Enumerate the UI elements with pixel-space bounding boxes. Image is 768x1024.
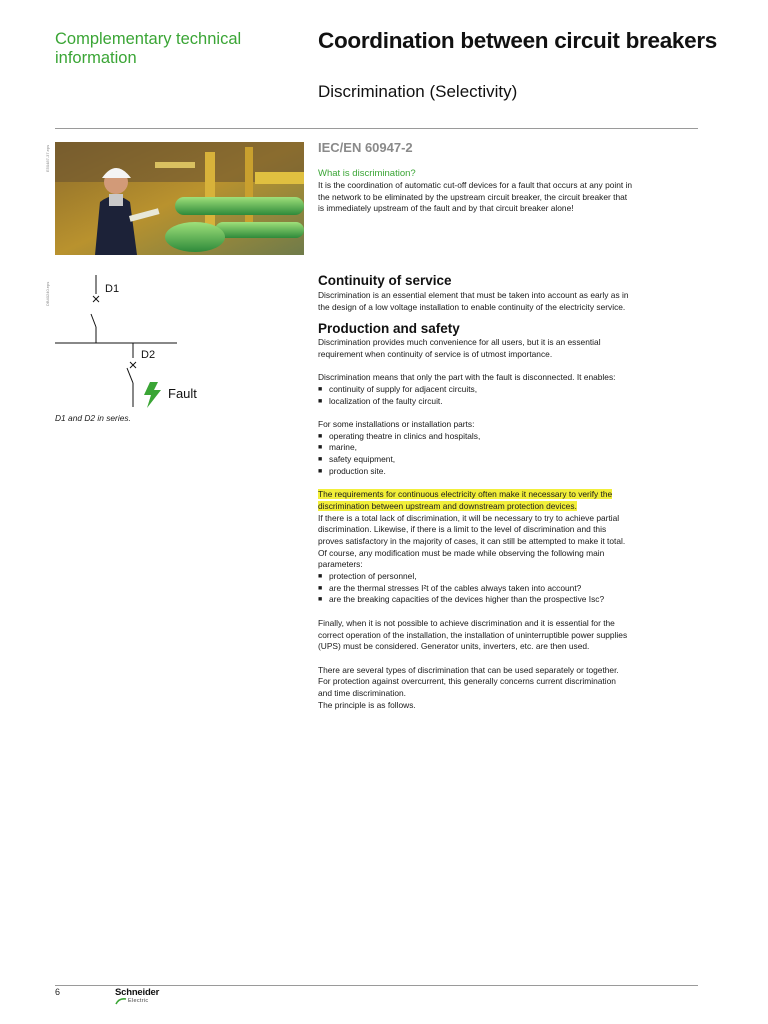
standard-heading: IEC/EN 60947-2 bbox=[318, 140, 413, 155]
question-heading: What is discrimination? bbox=[318, 168, 416, 179]
production-body bbox=[318, 337, 703, 711]
list-item: ■ production site. bbox=[318, 465, 386, 476]
footer-divider bbox=[55, 985, 698, 986]
text-line: correct operation of the installation, the installation of uninterruptible power supplies bbox=[318, 629, 628, 640]
intro-paragraph bbox=[318, 180, 703, 215]
text-line: (UPS) must be considered. Generator units, inverters, etc. are then used. bbox=[318, 641, 590, 652]
engineer-photo bbox=[55, 142, 304, 255]
list-item: ■ safety equipment, bbox=[318, 454, 396, 464]
text-line: and time discrimination. bbox=[318, 688, 406, 699]
diagram-svg bbox=[55, 270, 255, 415]
text-line: Discrimination provides much convenience for all users, but it is an essential bbox=[318, 337, 601, 347]
text-line: requirement when continuity of service is of utmost importance. bbox=[318, 348, 553, 359]
fault-label: Fault bbox=[168, 386, 197, 401]
schneider-logo bbox=[115, 988, 175, 1006]
continuity-paragraph bbox=[318, 290, 703, 313]
list-item: ■ continuity of supply for adjacent circuits, bbox=[318, 383, 478, 394]
text-line: the network to be eliminated by the upstream circuit breaker, the circuit breaker that bbox=[318, 191, 628, 202]
d2-label: D2 bbox=[141, 349, 156, 361]
series-diagram bbox=[55, 270, 255, 415]
text-line: Finally, when it is not possible to achieve discrimination and it is essential for the bbox=[318, 617, 615, 628]
list-item: ■ are the breaking capacities of the devices higher than the prospective Isc? bbox=[318, 594, 605, 605]
list-item: ■ operating theatre in clinics and hospitals, bbox=[318, 430, 481, 441]
list-item: ■ marine, bbox=[318, 442, 357, 453]
logo-sub: Electric bbox=[128, 998, 149, 1004]
text-line: It is the coordination of automatic cut-off devices for a fault that occurs at any point in bbox=[318, 180, 633, 190]
continuity-heading: Continuity of service bbox=[318, 273, 452, 288]
diagram-code: DB40240.eps bbox=[45, 281, 50, 306]
photo-code: E50487-37.eps bbox=[45, 144, 50, 172]
page-number: 6 bbox=[55, 987, 61, 997]
d1-label: D1 bbox=[105, 283, 120, 295]
list-item: ■ localization of the faulty circuit. bbox=[318, 395, 443, 406]
text-line: For protection against overcurrent, this generally concerns current discrimination bbox=[318, 676, 616, 687]
list-item: ■ protection of personnel, bbox=[318, 571, 417, 582]
production-heading: Production and safety bbox=[318, 321, 460, 336]
text-line: discrimination. Likewise, if there is a limit to the level of discrimination and this bbox=[318, 524, 607, 535]
text-line: the design of a low voltage installation to enable continuity of the electricity service. bbox=[318, 301, 626, 312]
text-line: Discrimination means that only the part with the fault is disconnected. It enables: bbox=[318, 372, 616, 383]
logo-mark-icon bbox=[115, 998, 127, 1005]
text-line: proves satisfactory in the majority of cases, it can still be attempted to make it total. bbox=[318, 535, 626, 546]
page-subtitle: Discrimination (Selectivity) bbox=[318, 82, 518, 101]
text-line: The principle is as follows. bbox=[318, 699, 416, 710]
highlighted-text: The requirements for continuous electricity often make it necessary to verify the bbox=[318, 489, 613, 500]
text-line: For some installations or installation parts: bbox=[318, 418, 475, 429]
text-line: Of course, any modification must be made while observing the following main bbox=[318, 547, 605, 558]
list-item: ■ are the thermal stresses I²t of the cables always taken into account? bbox=[318, 582, 582, 593]
text-line: There are several types of discrimination that can be used separately or together. bbox=[318, 664, 619, 675]
text-line: parameters: bbox=[318, 559, 363, 570]
page-title: Coordination between circuit breakers bbox=[318, 28, 717, 53]
header-divider bbox=[55, 128, 698, 129]
highlighted-text: discrimination between upstream and downstream protection devices. bbox=[318, 500, 577, 511]
diagram-caption: D1 and D2 in series. bbox=[55, 413, 131, 423]
section-label: Complementary technical information bbox=[55, 30, 242, 67]
logo-brand: Schneider bbox=[115, 987, 160, 998]
text-line: If there is a total lack of discrimination, it will be necessary to try to achieve partial bbox=[318, 512, 620, 523]
text-line: Discrimination is an essential element that must be taken into account as early as in bbox=[318, 290, 629, 300]
text-line: is immediately upstream of the fault and by that circuit breaker alone! bbox=[318, 203, 574, 214]
